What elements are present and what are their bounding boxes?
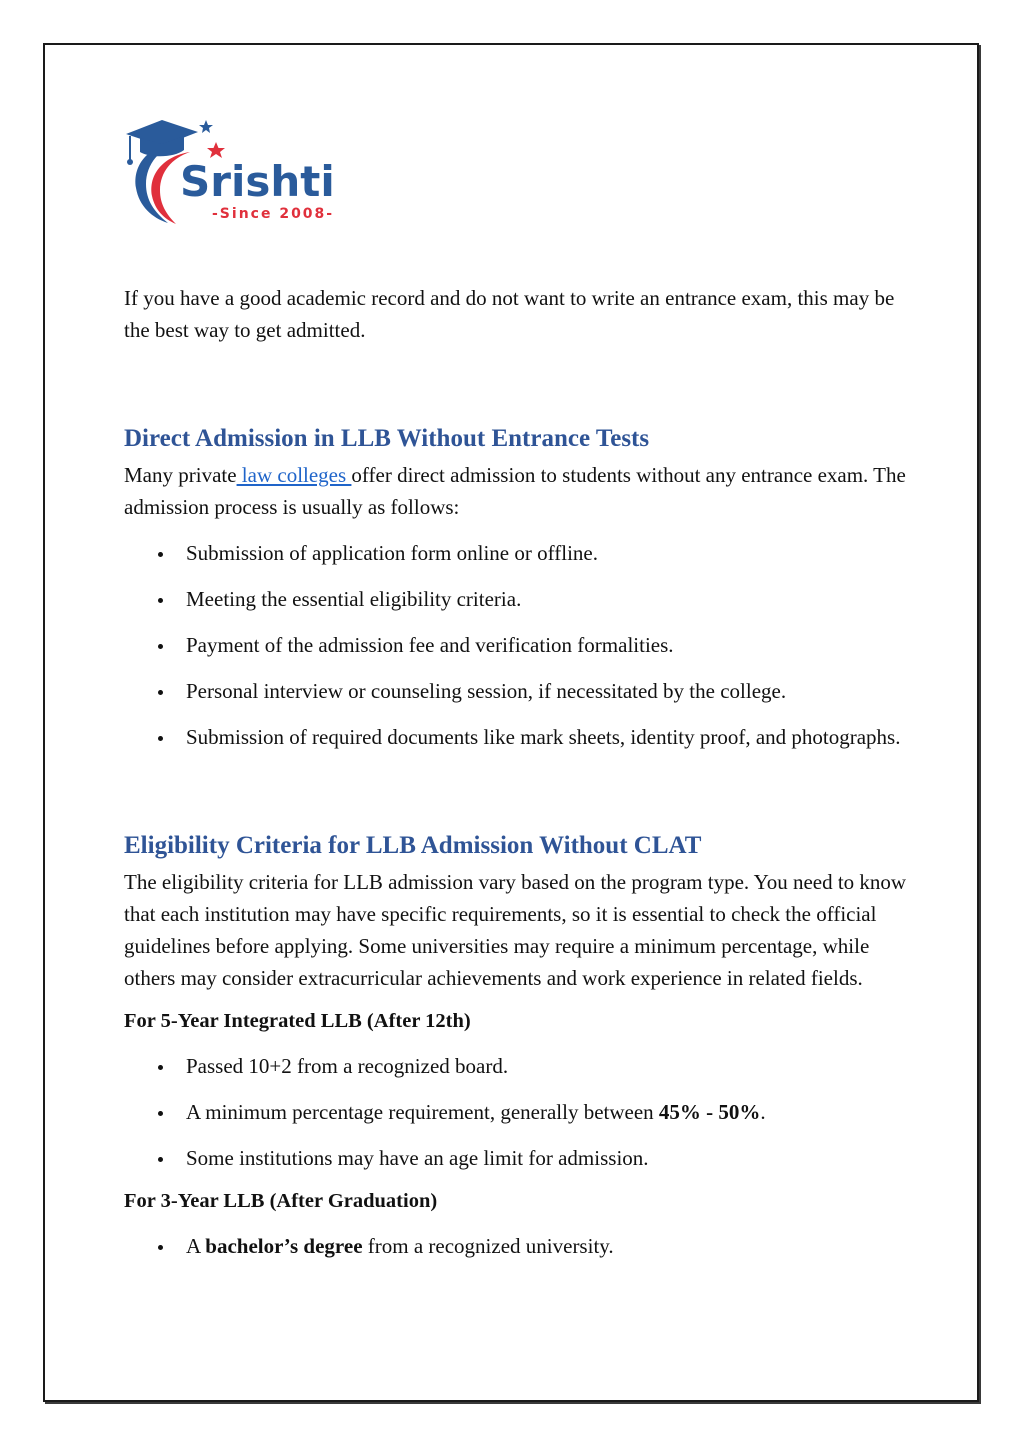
list-item: A minimum percentage requirement, generally between 45% - 50%. bbox=[124, 1096, 914, 1128]
section-heading-direct-admission: Direct Admission in LLB Without Entrance Tests bbox=[124, 425, 650, 452]
three-year-criteria-list bbox=[124, 1230, 914, 1262]
five-year-criteria-list bbox=[124, 1050, 914, 1174]
list-item: Submission of application form online or offline. bbox=[124, 537, 914, 569]
section-heading-eligibility: Eligibility Criteria for LLB Admission Without CLAT bbox=[124, 832, 702, 859]
logo-wordmark: Srishti bbox=[180, 157, 335, 206]
logo-tagline: -Since 2008- bbox=[212, 206, 335, 222]
document-body bbox=[124, 282, 914, 1262]
admission-process-list bbox=[124, 537, 914, 753]
subheading-5-year-llb: For 5-Year Integrated LLB (After 12th) bbox=[124, 1010, 471, 1032]
list-item: Payment of the admission fee and verification formalities. bbox=[124, 629, 914, 661]
direct-admission-paragraph: Many private law colleges offer direct admission to students without any entrance exam. The admission process is usually as follows: bbox=[124, 463, 906, 519]
srishti-logo bbox=[120, 116, 352, 226]
list-item: Personal interview or counseling session, if necessitated by the college. bbox=[124, 675, 914, 707]
intro-paragraph: If you have a good academic record and do not want to write an entrance exam, this may be the best way to get admitted. bbox=[124, 286, 895, 342]
list-item: Submission of required documents like mark sheets, identity proof, and photographs. bbox=[124, 721, 914, 753]
list-item: Passed 10+2 from a recognized board. bbox=[124, 1050, 914, 1082]
list-item: Meeting the essential eligibility criteria. bbox=[124, 583, 914, 615]
subheading-3-year-llb: For 3-Year LLB (After Graduation) bbox=[124, 1190, 438, 1212]
list-item: A bachelor’s degree from a recognized university. bbox=[124, 1230, 914, 1262]
law-colleges-link[interactable]: law colleges bbox=[236, 463, 352, 487]
eligibility-paragraph: The eligibility criteria for LLB admission vary based on the program type. You need to know that each institution may have specific requirements, so it is essential to check the official guidelines before applying. Some universities may require a minimum percentage, while others may consider extracurricular achievements and work experience in related fields. bbox=[124, 870, 907, 990]
list-item: Some institutions may have an age limit for admission. bbox=[124, 1142, 914, 1174]
